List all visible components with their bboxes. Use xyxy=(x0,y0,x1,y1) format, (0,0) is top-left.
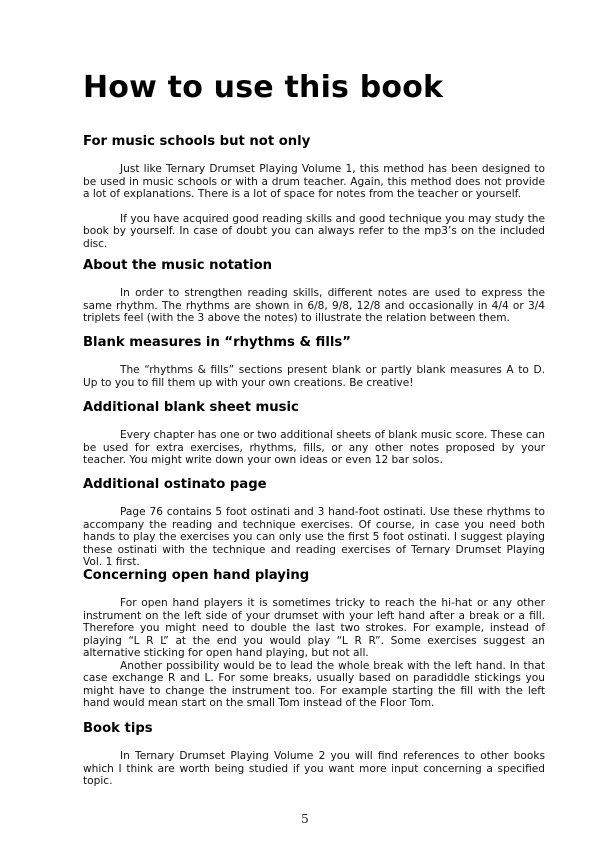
paragraph: In Ternary Drumset Playing Volume 2 you will find references to other books which I think are worth being studied if you want more input concerning a specified topic. xyxy=(83,750,545,787)
paragraph: For open hand players it is sometimes tricky to reach the hi-hat or any other instrument on the left side of your drumset with your left hand after a break or a fill. Therefore you might need to double the last two strokes. For example, instead of playing “L R L” at the end you would play “L R R”. Some exercises suggest an alternative sticking for open hand playing, but not all. xyxy=(83,597,545,659)
section-music-schools xyxy=(83,134,545,250)
section-heading: Concerning open hand playing xyxy=(83,568,310,583)
section-book-tips xyxy=(83,721,545,788)
section-heading: For music schools but not only xyxy=(83,134,311,149)
page-title: How to use this book xyxy=(83,70,444,105)
page-number: 5 xyxy=(301,812,309,826)
section-heading: Book tips xyxy=(83,721,153,736)
section-heading: About the music notation xyxy=(83,258,273,273)
section-blank-measures xyxy=(83,335,545,389)
section-heading: Blank measures in “rhythms & fills” xyxy=(83,335,351,350)
paragraph: Every chapter has one or two additional sheets of blank music score. These can be used for extra exercises, rhythms, fills, or any other notes proposed by your teacher. You might write down your own ideas or even 12 bar solos. xyxy=(83,429,545,466)
section-ostinato-page xyxy=(83,477,545,569)
section-music-notation xyxy=(83,258,545,325)
paragraph: Just like Ternary Drumset Playing Volume 1, this method has been designed to be used in music schools or with a drum teacher. Again, this method does not provide a lot of explanations. There is a lot of space for notes from the teacher or yourself. xyxy=(83,163,545,200)
section-heading: Additional ostinato page xyxy=(83,477,267,492)
paragraph: In order to strengthen reading skills, different notes are used to express the same rhythm. The rhythms are shown in 6/8, 9/8, 12/8 and occasionally in 4/4 or 3/4 triplets feel (with the 3 above the notes) to illustrate the relation between them. xyxy=(83,287,545,324)
paragraph: Another possibility would be to lead the whole break with the left hand. In that case exchange R and L. For some breaks, usually based on paradiddle stickings you might have to change the instrument too. For example starting the fill with the left hand would mean start on the small Tom instead of the Floor Tom. xyxy=(83,659,545,709)
paragraph: Page 76 contains 5 foot ostinati and 3 hand-foot ostinati. Use these rhythms to accompany the reading and technique exercises. Of course, in case you need both hands to play the exercises you can only use the first 5 foot ostinati. I suggest playing these ostinati with the technique and reading exercises of Ternary Drumset Playing Vol. 1 first. xyxy=(83,506,545,568)
section-heading: Additional blank sheet music xyxy=(83,400,299,415)
paragraph: The “rhythms & fills” sections present blank or partly blank measures A to D. Up to you to fill them up with your own creations. Be creative! xyxy=(83,364,545,389)
section-open-hand-playing xyxy=(83,568,545,710)
paragraph: If you have acquired good reading skills and good technique you may study the book by yourself. In case of doubt you can always refer to the mp3’s on the included disc. xyxy=(83,212,545,250)
section-blank-sheet-music xyxy=(83,400,545,467)
